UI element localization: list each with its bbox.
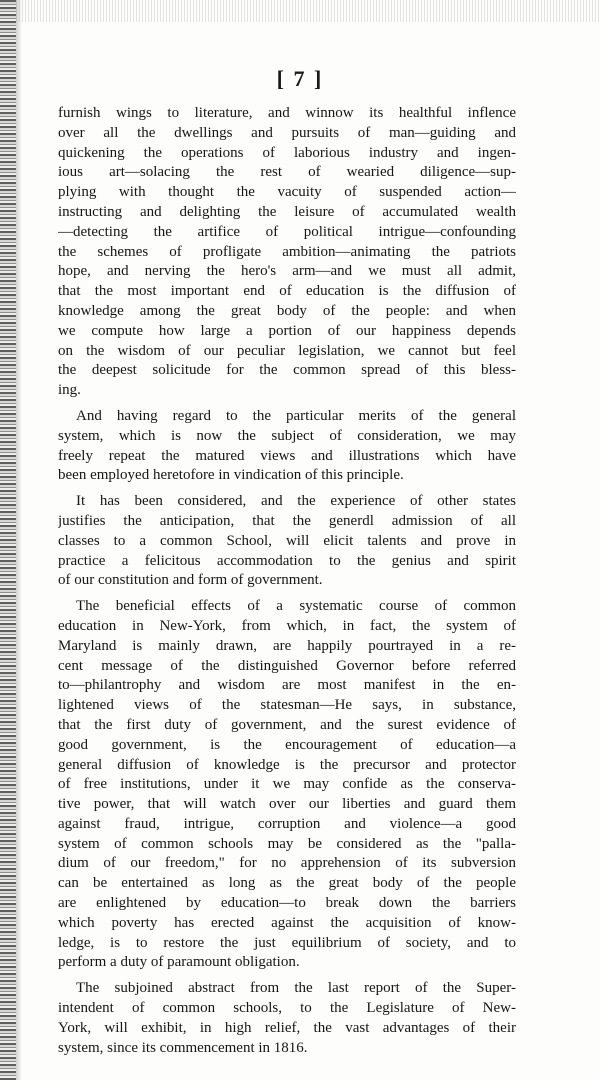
- text-line: been employed heretofore in vindication of this principle.: [58, 467, 404, 484]
- text-line: plying with thought the vacuity of suspended action—: [58, 184, 516, 201]
- text-line: the schemes of profligate ambition—animating the patriots: [58, 243, 516, 260]
- text-line: classes to a common School, will elicit talents and prove in: [58, 532, 516, 549]
- text-line: freely repeat the matured views and illustrations which have: [58, 447, 516, 464]
- text-line: The subjoined abstract from the last report of the Super-: [76, 980, 516, 997]
- text-line: cent message of the distinguished Governor before referred: [58, 657, 516, 674]
- scan-noise: [16, 0, 600, 22]
- text-line: can be entertained as long as the great body of the people: [58, 875, 516, 892]
- text-line: And having regard to the particular merits of the general: [76, 407, 516, 424]
- text-body: [58, 104, 516, 1058]
- text-line: lightened views of the statesman—He says, in substance,: [58, 697, 516, 714]
- text-line: are enlightened by education—to break down the barriers: [58, 895, 516, 912]
- text-line: York, will exhibit, in high relief, the vast advantages of their: [58, 1019, 516, 1036]
- text-line: system, since its commencement in 1816.: [58, 1039, 308, 1056]
- text-line: that the most important end of education is the diffusion of: [58, 283, 516, 300]
- paragraph: [58, 492, 516, 591]
- text-line: of our constitution and form of government.: [58, 572, 323, 589]
- text-line: instructing and delighting the leisure of accumulated wealth: [58, 203, 516, 220]
- paragraph: [58, 979, 516, 1058]
- text-line: justifies the anticipation, that the generdl admission of all: [58, 512, 516, 529]
- text-line: Maryland is mainly drawn, are happily pourtrayed in a re-: [58, 637, 516, 654]
- text-line: It has been considered, and the experience of other states: [76, 493, 516, 510]
- text-line: to—philantrophy and wisdom are most manifest in the en-: [58, 677, 516, 694]
- paragraph: [58, 407, 516, 486]
- text-line: dium of our freedom," for no apprehension of its subversion: [58, 855, 516, 872]
- text-line: the deepest solicitude for the common spread of this bless-: [58, 362, 516, 379]
- text-line: that the first duty of government, and the surest evidence of: [58, 716, 516, 733]
- page-binding-shadow: [16, 0, 22, 1080]
- paragraph: [58, 104, 516, 401]
- text-line: practice a felicitous accommodation to the genius and spirit: [58, 552, 516, 569]
- text-line: general diffusion of knowledge is the precursor and protector: [58, 756, 516, 773]
- paragraph: [58, 597, 516, 973]
- text-line: The beneficial effects of a systematic course of common: [76, 598, 516, 615]
- page-number: [ 7 ]: [276, 66, 324, 91]
- text-line: education in New-York, from which, in fact, the system of: [58, 617, 516, 634]
- text-line: ious art—solacing the rest of wearied diligence—sup-: [58, 164, 516, 181]
- text-line: intendent of common schools, to the Legislature of New-: [58, 1000, 516, 1017]
- text-line: against fraud, intrigue, corruption and violence—a good: [58, 815, 516, 832]
- text-line: furnish wings to literature, and winnow its healthful inflence: [58, 105, 516, 121]
- text-line: which poverty has erected against the acquisition of know-: [58, 914, 516, 931]
- text-line: —detecting the artifice of political intrigue—confounding: [58, 223, 516, 240]
- text-line: perform a duty of paramount obligation.: [58, 954, 300, 971]
- text-line: we compute how large a portion of our happiness depends: [58, 322, 516, 339]
- text-line: good government, is the encouragement of education—a: [58, 736, 516, 753]
- text-line: over all the dwellings and pursuits of man—guiding and: [58, 124, 516, 141]
- text-line: quickening the operations of laborious industry and ingen-: [58, 144, 516, 161]
- text-line: system, which is now the subject of consideration, we may: [58, 427, 516, 444]
- text-line: ing.: [58, 382, 81, 399]
- text-line: knowledge among the great body of the people: and when: [58, 302, 516, 319]
- page-binding-edge: [0, 0, 16, 1080]
- text-line: system of common schools may be considered as the "palla-: [58, 835, 516, 852]
- text-line: on the wisdom of our peculiar legislation, we cannot but feel: [58, 342, 516, 359]
- text-line: tive power, that will watch over our liberties and guard them: [58, 796, 516, 813]
- text-line: hope, and nerving the hero's arm—and we must all admit,: [58, 263, 516, 280]
- text-line: ledge, is to restore the just equilibrium of society, and to: [58, 934, 516, 951]
- text-line: of free institutions, under it we may confide as the conserva-: [58, 776, 516, 793]
